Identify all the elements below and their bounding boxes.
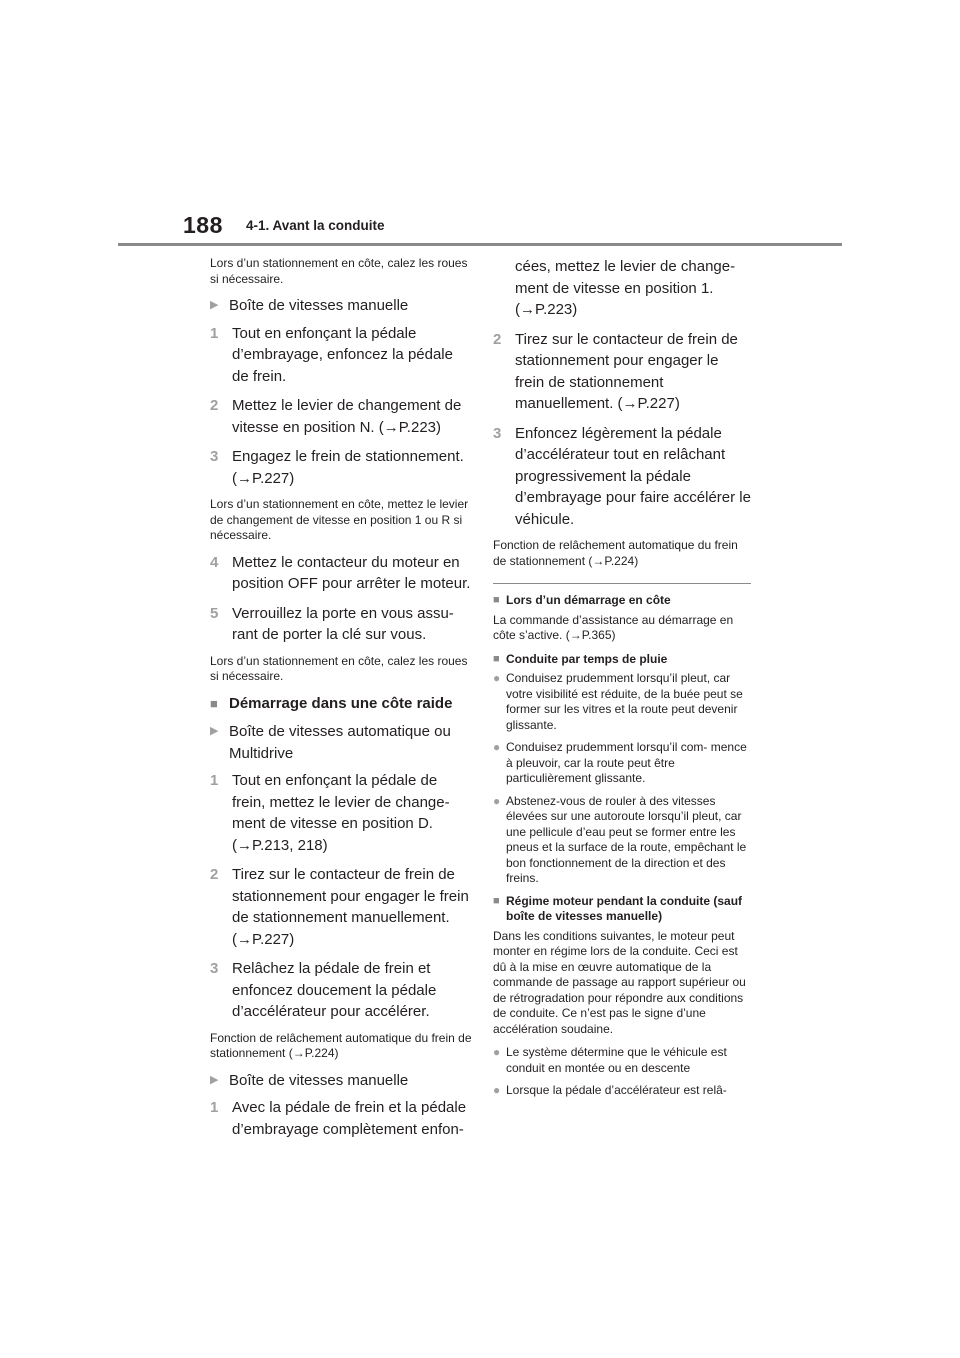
step-item (210, 603, 472, 646)
bullet-text: Lorsque la pédale d’accélérateur est relâ- (506, 1083, 727, 1097)
info-heading (493, 593, 751, 609)
circle-bullet-icon: ● (493, 1045, 501, 1059)
step-text: Engagez le frein de stationnement. (→P.227) (232, 448, 464, 487)
subsection-label: Boîte de vitesses automatique ou Multidrive (229, 723, 451, 762)
right-column (493, 256, 751, 1106)
step-text: Mettez le contacteur du moteur en position OFF pour arrêter le moteur. (232, 553, 471, 592)
page-header (0, 0, 960, 250)
section-heading-text: Démarrage dans une côte raide (229, 694, 453, 712)
bullet-item (493, 1083, 751, 1099)
info-divider (493, 583, 751, 584)
step-continuation: cées, mettez le levier de change- ment de vitesse en position 1. (→P.223) (515, 258, 736, 318)
note: Lors d’un stationnement en côte, calez les roues si nécessaire. (210, 256, 468, 286)
bullet-text: Conduisez prudemment lorsqu’il pleut, car votre visibilité est réduite, de la buée peut se former sur les vitres et la route peut devenir glissante. (506, 671, 743, 732)
step-item (210, 395, 472, 438)
square-bullet-icon: ■ (210, 695, 218, 711)
triangle-bullet-icon: ▶ (210, 725, 219, 737)
square-bullet-icon: ■ (493, 652, 500, 665)
step-number: 4 (210, 553, 219, 571)
note: Fonction de relâchement automatique du frein de stationnement (→P.224) (493, 538, 738, 568)
step-number: 3 (493, 424, 502, 442)
triangle-bullet-icon: ▶ (210, 299, 219, 311)
info-heading-text: Conduite par temps de pluie (506, 651, 668, 666)
step-text: Avec la pédale de frein et la pédale d’embrayage complètement enfon- (232, 1099, 467, 1138)
section-title: 4-1. Avant la conduite (246, 218, 385, 233)
step-item (493, 329, 751, 415)
step-number: 5 (210, 604, 219, 622)
step-number: 3 (210, 448, 219, 465)
step-number: 2 (493, 330, 502, 348)
subsection-label: Boîte de vitesses manuelle (229, 297, 409, 314)
bullet-item (493, 794, 751, 887)
circle-bullet-icon: ● (493, 793, 501, 808)
triangle-bullet-icon: ▶ (210, 1073, 219, 1086)
info-paragraph: La commande d’assistance au démarrage en côte s’active. (→P.365) (493, 612, 734, 642)
step-item (210, 864, 472, 950)
step-number: 3 (210, 960, 219, 977)
step-item (210, 1097, 472, 1140)
subsection-manual (210, 295, 472, 317)
info-paragraph: Dans les conditions suivantes, le moteur peut monter en régime lors de la conduite. Ceci est dû à la mise en œuvre automatique de la commande de passage au rapport supérieur ou de rétrogradation pour répondre aux conditions de conduite. Ce n’est pas le signe d’une accélération soudaine. (493, 928, 746, 1036)
bullet-item (493, 671, 751, 733)
bullet-text: Le système détermine que le véhicule est conduit en montée ou en descente (506, 1045, 727, 1075)
step-item (210, 323, 472, 388)
step-text: Mettez le levier de changement de vitesse en position N. (→P.223) (232, 397, 462, 436)
note: Lors d’un stationnement en côte, mettez le levier de changement de vitesse en position 1 ou R si nécessaire. (210, 497, 469, 542)
circle-bullet-icon: ● (493, 671, 501, 685)
square-bullet-icon: ■ (493, 594, 500, 606)
step-text: Enfoncez légèrement la pédale d’accélérateur tout en relâchant progressivement la pédale d’embrayage pour faire accélérer le véhicule. (515, 424, 751, 528)
info-heading-text: Lors d’un démarrage en côte (506, 593, 671, 607)
step-item (210, 958, 472, 1023)
step-item (210, 552, 472, 595)
page-number: 188 (183, 212, 223, 238)
header-divider (118, 243, 842, 246)
bullet-text: Conduisez prudemment lorsqu’il com- mence à pleuvoir, car la route peut être particulièrement glissante. (506, 740, 747, 785)
info-heading-text: Régime moteur pendant la conduite (sauf boîte de vitesses manuelle) (506, 893, 743, 923)
info-heading (493, 652, 751, 668)
step-number: 2 (210, 866, 219, 883)
step-text: Tirez sur le contacteur de frein de stationnement pour engager le frein de stationnement manuellement. (→P.227) (232, 866, 469, 948)
info-heading (493, 894, 751, 925)
circle-bullet-icon: ● (493, 1083, 501, 1097)
step-text: Verrouillez la porte en vous assu- rant de porter la clé sur vous. (232, 604, 454, 643)
subsection-manual-2 (210, 1070, 472, 1092)
step-text: Tout en enfonçant la pédale d’embrayage, enfoncez la pédale de frein. (232, 324, 453, 385)
step-number: 1 (210, 324, 219, 342)
note: Fonction de relâchement automatique du frein de stationnement (→P.224) (210, 1030, 472, 1060)
step-text: Tirez sur le contacteur de frein de stationnement pour engager le frein de stationnement manuellement. (→P.227) (515, 330, 738, 412)
square-bullet-icon: ■ (493, 894, 500, 907)
subsection-label: Boîte de vitesses manuelle (229, 1071, 409, 1089)
step-number: 2 (210, 397, 219, 414)
step-item (210, 446, 472, 489)
step-item (493, 423, 751, 531)
note: Lors d’un stationnement en côte, calez les roues si nécessaire. (210, 653, 468, 683)
step-item (210, 770, 472, 856)
bullet-item (493, 1045, 751, 1076)
section-heading (210, 693, 472, 715)
left-column (210, 256, 472, 1148)
step-text: Relâchez la pédale de frein et enfoncez doucement la pédale d’accélérateur pour accélérer. (232, 960, 437, 1020)
step-number: 1 (210, 772, 219, 789)
bullet-item (493, 740, 751, 787)
step-text: Tout en enfonçant la pédale de frein, mettez le levier de change- ment de vitesse en position D. (→P.213, 218) (232, 772, 450, 854)
circle-bullet-icon: ● (493, 740, 501, 754)
step-number: 1 (210, 1099, 219, 1116)
subsection-automatic (210, 721, 472, 764)
bullet-text: Abstenez-vous de rouler à des vitesses élevées sur une autoroute lorsqu’il pleut, car une pellicule d’eau peut se former entre les pneus et la surface de la route, empêchant le bon fonctionnement de la direction et des freins. (506, 793, 747, 885)
